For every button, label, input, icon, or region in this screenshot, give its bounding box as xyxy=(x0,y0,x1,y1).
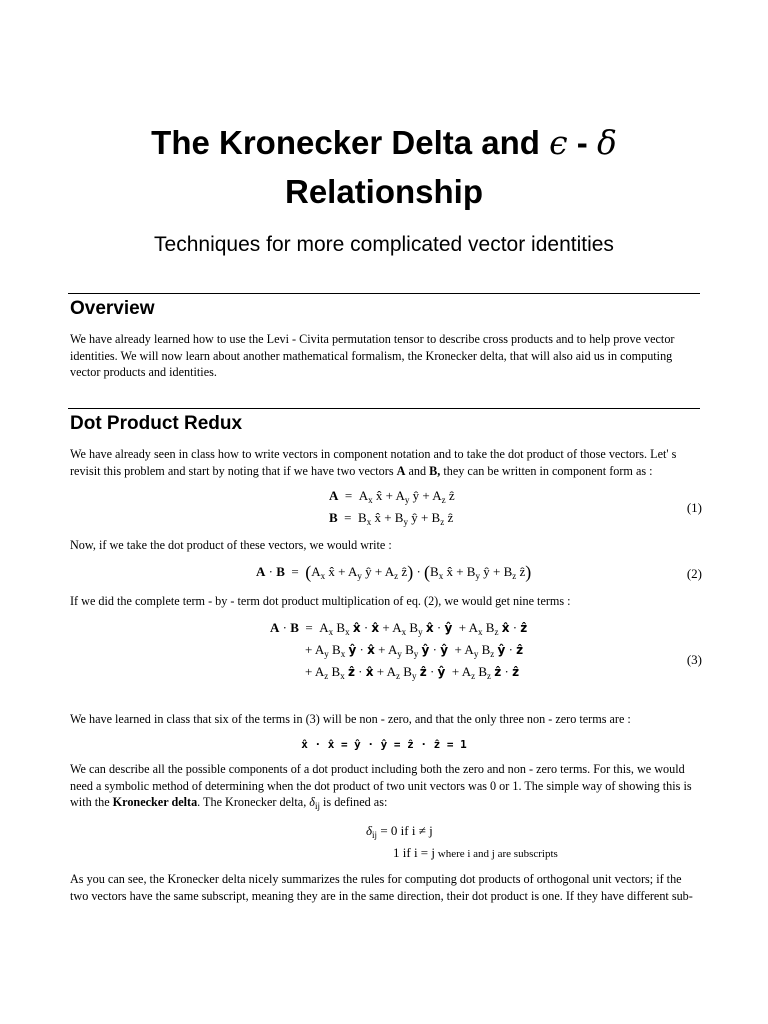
paragraph-after-eq3: We have learned in class that six of the terms in (3) will be non - zero, and that the only three non - zero terms are : xyxy=(70,712,631,726)
delta-symbol: δ xyxy=(596,123,617,162)
equation-number-2: (2) xyxy=(686,566,702,581)
section-divider xyxy=(68,293,700,294)
paragraph-after-eq2: If we did the complete term - by - term dot product multiplication of eq. (2), we would get nine terms : xyxy=(70,594,571,608)
unit-vector-products: x̂ · x̂ = ŷ · ŷ = ẑ · ẑ = 1 xyxy=(301,738,467,751)
section-heading-overview: Overview xyxy=(70,298,155,319)
page-subtitle: Techniques for more complicated vector identities xyxy=(154,233,614,256)
equation-2: $A \cdot B = (A_x$ x̂ + $A_y$ ŷ + $A_z$ ẑ) · ($B_x$ x̂ + $B_y$ ŷ + $B_z$ ẑ) xyxy=(256,562,532,582)
page-title-line2: Relationship xyxy=(284,173,484,210)
page-title xyxy=(0,123,768,163)
equation-3-line-1: $A \cdot B = A_x$ $B_x$ x̂ · x̂ + $A_x$ $B_y$ x̂ · ŷ + $A_x$ $B_z$ x̂ · ẑ xyxy=(270,620,528,637)
kronecker-description: We can describe all the possible components of a dot product including both the zero and non - zero terms. For this, we would need a symbolic method of determining when the dot product of two unit vectors was 0 or 1. The simple way of showing this is with the Kronecker delta. The Kronecker delta, $\delta_{ij}$ is defined as: xyxy=(70,762,692,812)
section-divider xyxy=(68,408,700,409)
closing-paragraph: As you can see, the Kronecker delta nicely summarizes the rules for computing dot products of orthogonal unit vectors; if the two vectors have the same subscript, meaning they are in the same direction, their dot product is one. If they have different sub- xyxy=(70,872,693,903)
kronecker-definition-line-1: $\delta_{ij} = 0$ if i ≠ j xyxy=(366,823,433,840)
equation-3-line-3: + $A_z$ $B_x$ ẑ · x̂ + $A_z$ $B_y$ ẑ · ŷ + $A_z$ $B_z$ ẑ · ẑ xyxy=(305,664,520,681)
equation-number-3: (3) xyxy=(686,652,702,667)
title-text: The Kronecker Delta and xyxy=(151,124,550,161)
dot-product-intro: We have already seen in class how to write vectors in component notation and to take the dot product of those vectors. Let' s revisit this problem and start by noting that if we have two vectors A and B, they can be written in component form as : xyxy=(70,447,677,478)
equation-1-line-a: $A = A_x$ x̂ + $A_y$ ŷ + $A_z$ ẑ xyxy=(329,488,455,505)
epsilon-symbol: ϵ xyxy=(549,123,568,162)
section-heading-dot-product: Dot Product Redux xyxy=(70,413,243,434)
paragraph-after-eq1: Now, if we take the dot product of these vectors, we would write : xyxy=(70,538,392,552)
title-dash: - xyxy=(567,124,597,161)
overview-paragraph: We have already learned how to use the Levi - Civita permutation tensor to describe cross products and to help prove vector identities. We will now learn about another mathematical formalism, the Kronecker delta, that will also aid us in computing vector products and identities. xyxy=(70,332,675,380)
kronecker-definition-line-2: 1 if i = j where i and j are subscripts xyxy=(393,845,558,860)
equation-number-1: (1) xyxy=(686,500,702,515)
equation-1-line-b: $B = B_x$ x̂ + $B_y$ ŷ + $B_z$ ẑ xyxy=(329,510,454,527)
equation-3-line-2: + $A_y$ $B_x$ ŷ · x̂ + $A_y$ $B_y$ ŷ · ŷ + $A_y$ $B_z$ ŷ · ẑ xyxy=(305,642,524,659)
